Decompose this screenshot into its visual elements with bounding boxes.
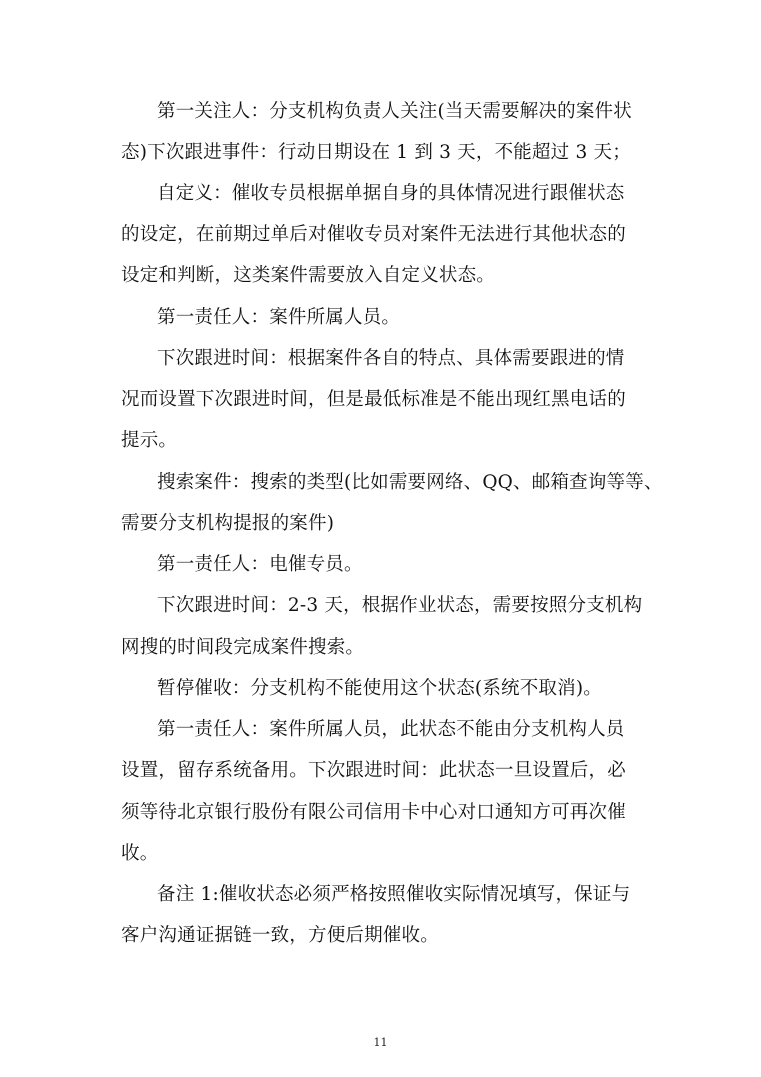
text-line: 的设定，在前期过单后对催收专员对案件无法进行其他状态的 xyxy=(121,224,626,245)
text-line: 第一责任人：案件所属人员。 xyxy=(157,307,401,328)
text-line: 设定和判断，这类案件需要放入自定义状态。 xyxy=(121,265,496,286)
text-line: 第一责任人：电催专员。 xyxy=(157,554,363,575)
text-line: 自定义：催收专员根据单据自身的具体情况进行跟催状态 xyxy=(157,183,625,204)
text-line: 下次跟进时间：2-3 天，根据作业状态，需要按照分支机构 xyxy=(157,595,643,616)
page-number: 11 xyxy=(373,1036,388,1049)
text-line: 设置，留存系统备用。下次跟进时间：此状态一旦设置后，必 xyxy=(121,760,626,781)
text-line: 况而设置下次跟进时间，但是最低标准是不能出现红黑电话的 xyxy=(121,389,626,410)
text-line: 搜索案件：搜索的类型(比如需要网络、QQ、邮箱查询等等、 xyxy=(157,472,663,493)
text-line: 态)下次跟进事件：行动日期设在 1 到 3 天，不能超过 3 天； xyxy=(121,142,631,163)
text-line: 须等待北京银行股份有限公司信用卡中心对口通知方可再次催 xyxy=(121,802,626,823)
text-line: 需要分支机构提报的案件) xyxy=(121,513,335,534)
text-line: 收。 xyxy=(121,843,159,864)
text-line: 第一关注人：分支机构负责人关注(当天需要解决的案件状 xyxy=(157,101,632,122)
text-line: 下次跟进时间：根据案件各自的特点、具体需要跟进的情 xyxy=(157,348,625,369)
text-line: 暂停催收：分支机构不能使用这个状态(系统不取消)。 xyxy=(157,678,602,699)
text-line: 提示。 xyxy=(121,430,178,451)
text-line: 客户沟通证据链一致，方便后期催收。 xyxy=(121,925,439,946)
text-line: 第一责任人：案件所属人员，此状态不能由分支机构人员 xyxy=(157,719,625,740)
text-line: 备注 1:催收状态必须严格按照催收实际情况填写，保证与 xyxy=(157,884,631,905)
text-line: 网搜的时间段完成案件搜索。 xyxy=(121,637,365,658)
